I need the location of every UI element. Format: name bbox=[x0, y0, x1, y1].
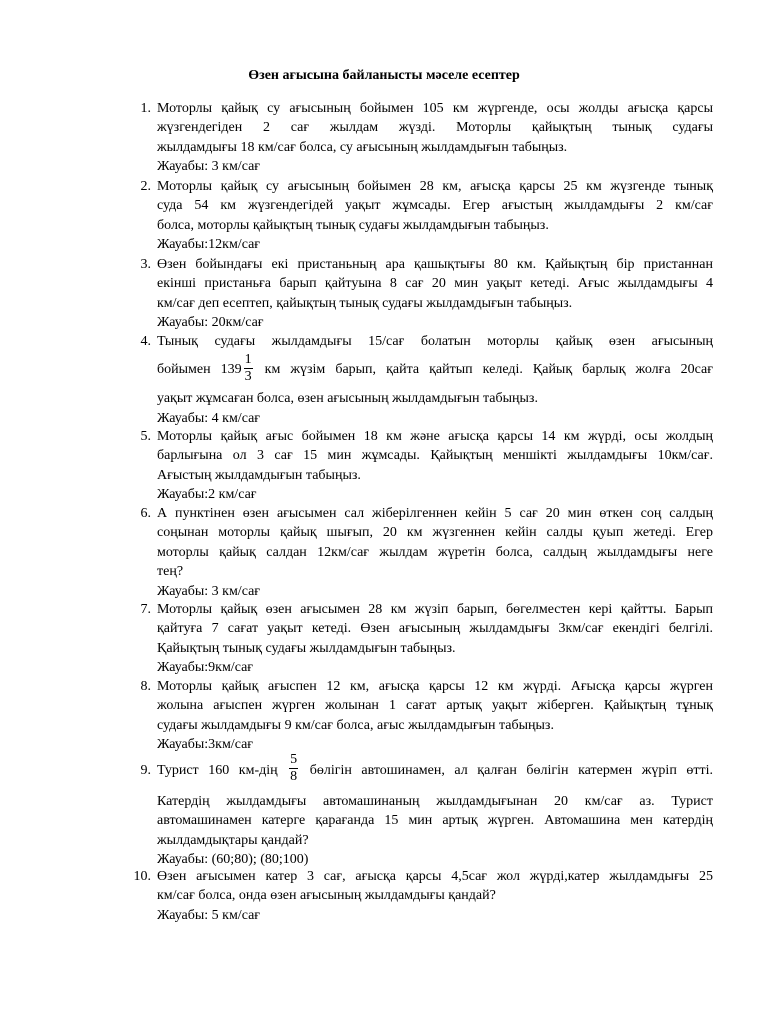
problem-7 bbox=[140, 600, 713, 678]
problem-text-line: қайтуға 7 сағат уақыт кетеді. Өзен ағысының жылдамдығы 3км/сағ екендігі белгілі. bbox=[157, 621, 713, 637]
problem-text-line: Моторлы қайық су ағысының бойымен 28 км, ағысқа қарсы 25 км жүзгенде тынық bbox=[157, 179, 713, 194]
problem-answer: Жауабы: 3 км/сағ bbox=[157, 583, 261, 599]
problem-1 bbox=[140, 99, 713, 177]
problem-text-line: жүзгендегіден 2 сағ жылдам жүзді. Моторлы қайықтың тынық судағы bbox=[157, 120, 713, 136]
problem-text-line: Моторлы қайық су ағысының бойымен 105 км жүргенде, осы жолды ағысқа қарсы bbox=[157, 101, 713, 116]
problem-number: 5. bbox=[140, 429, 151, 444]
text-segment: бойымен 139 bbox=[157, 362, 242, 378]
text-segment: км жүзім барып, қайта қайтып келеді. Қайық барлық жолға 20сағ bbox=[254, 362, 713, 378]
problem-5 bbox=[140, 427, 713, 505]
problem-10 bbox=[133, 867, 713, 925]
problem-text-line: Моторлы қайық ағыспен 12 км, ағысқа қарсы 12 км жүрді. Ағысқа қарсы жүрген bbox=[157, 679, 713, 694]
problem-answer: Жауабы: 3 км/сағ bbox=[157, 159, 261, 175]
problem-number: 8. bbox=[140, 679, 151, 694]
problem-text-line: судағы жылдамдығы 9 км/сағ болса, ағыс жылдамдығын табыңыз. bbox=[157, 717, 554, 733]
fraction-denominator: 8 bbox=[290, 769, 298, 785]
problem-answer: Жауабы: 4 км/сағ bbox=[157, 410, 261, 426]
problem-answer: Жауабы: 5 км/сағ bbox=[157, 907, 261, 923]
problem-text-line: болса, моторлы қайықтың тынық судағы жылдамдығын табыңыз. bbox=[157, 217, 549, 233]
problem-text-line: жылдамдықтары қандай? bbox=[157, 832, 309, 848]
problem-text-line: А пунктінен өзен ағысымен сал жіберілгеннен кейін 5 сағ 20 мин өткен соң салдың bbox=[157, 506, 713, 521]
problem-text-line: Тынық судағы жылдамдығы 15/сағ болатын моторлы қайық өзен ағысының bbox=[157, 334, 713, 349]
fraction-numerator: 1 bbox=[244, 351, 252, 367]
problem-8 bbox=[140, 677, 713, 755]
problem-number: 6. bbox=[140, 506, 151, 521]
problem-text-line: Катердің жылдамдығы автомашинаның жылдамдығынан 20 км/сағ аз. Турист bbox=[157, 794, 713, 809]
problem-text-line: моторлы қайық салдан 12км/сағ жылдам жүретін болса, салдың жылдамдығы неге bbox=[157, 544, 713, 560]
problem-4 bbox=[140, 332, 713, 428]
problem-text-line: жолына ағыспен жүрген жолынан 1 сағат артық уақыт жіберген. Қайықтың тұнық bbox=[157, 698, 713, 714]
problem-text-line: Ағыстың жылдамдығын табыңыз. bbox=[157, 467, 361, 483]
problem-text-line-with-fraction bbox=[157, 351, 713, 389]
problem-number: 3. bbox=[140, 257, 151, 272]
problem-answer: Жауабы: 20км/сағ bbox=[157, 315, 264, 331]
problem-number: 9. bbox=[140, 763, 151, 778]
problem-number: 10. bbox=[133, 869, 151, 884]
document-title: Өзен ағысына байланысты мәселе есептер bbox=[248, 68, 520, 83]
problem-number: 2. bbox=[140, 179, 151, 194]
problem-2 bbox=[140, 177, 713, 255]
problem-3 bbox=[140, 255, 713, 333]
problem-text-line: суда 54 км жүзгендегідей уақыт жұмсады. Егер ағыстың жылдамдығы 2 км/сағ bbox=[157, 198, 713, 214]
problem-text-line: Өзен бойындағы екі пристаньның ара қашықтығы 80 км. Қайықтың бір пристаннан bbox=[157, 257, 713, 272]
problem-answer: Жауабы:9км/сағ bbox=[157, 660, 254, 676]
problem-text-line: барлығына ол 3 сағ 15 мин жұмсады. Қайықтың меншікті жылдамдығы 10км/сағ. bbox=[157, 448, 713, 464]
problem-number: 1. bbox=[140, 101, 151, 116]
problem-number: 4. bbox=[140, 334, 151, 349]
problem-answer: Жауабы:12км/сағ bbox=[157, 237, 261, 253]
problem-text-line: Моторлы қайық өзен ағысымен 28 км жүзіп барып, бөгелместен кері қайтты. Барып bbox=[157, 602, 713, 617]
problem-text-line: екінші пристаньға барып қайтуына 8 сағ 20 мин уақыт кетеді. Ағыс жылдамдығы 4 bbox=[157, 276, 713, 292]
text-segment: бөлігін автошинамен, ал қалған бөлігін катермен жүріп өтті. bbox=[300, 763, 713, 778]
problem-text-line: км/сағ деп есептеп, қайықтың тынық судағы жылдамдығын табыңыз. bbox=[157, 295, 573, 311]
problem-answer: Жауабы:3км/сағ bbox=[157, 737, 254, 753]
problem-text-line: Моторлы қайық ағыс бойымен 18 км және ағысқа қарсы 14 км жүрді, осы жолдың bbox=[157, 429, 713, 444]
problem-9 bbox=[140, 752, 713, 870]
problem-number: 7. bbox=[140, 602, 151, 617]
problem-text-line: км/сағ болса, онда өзен ағысының жылдамдығы қандай? bbox=[157, 888, 496, 904]
fraction bbox=[289, 752, 298, 785]
problem-text-line-with-fraction bbox=[157, 752, 713, 790]
fraction-denominator: 3 bbox=[244, 368, 252, 384]
problem-answer: Жауабы:2 км/сағ bbox=[157, 487, 257, 503]
fraction bbox=[244, 352, 253, 385]
text-segment: Турист 160 км-дің bbox=[157, 763, 288, 778]
problem-answer: Жауабы: (60;80); (80;100) bbox=[157, 852, 309, 868]
fraction-numerator: 5 bbox=[290, 752, 298, 768]
problem-text-line: Өзен ағысымен катер 3 сағ, ағысқа қарсы 4,5сағ жол жүрді,катер жылдамдығы 25 bbox=[157, 869, 713, 884]
problem-text-line: автомашинамен катерге қарағанда 15 мин артық жүрген. Автомашина мен катердің bbox=[157, 813, 713, 829]
problem-text-line: тең? bbox=[157, 564, 184, 580]
problem-text-line: уақыт жұмсаған болса, өзен ағысының жылдамдығын табыңыз. bbox=[157, 391, 538, 407]
problem-text-line: соңынан моторлы қайық шығып, 20 км жүзгеннен кейін салды қуып жетеді. Егер bbox=[157, 525, 713, 541]
problem-text-line: жылдамдығы 18 км/сағ болса, су ағысының жылдамдығын табыңыз. bbox=[157, 139, 568, 155]
problem-text-line: Қайықтың тынық судағы жылдамдығын табыңыз. bbox=[157, 640, 456, 656]
problem-6 bbox=[140, 504, 713, 601]
